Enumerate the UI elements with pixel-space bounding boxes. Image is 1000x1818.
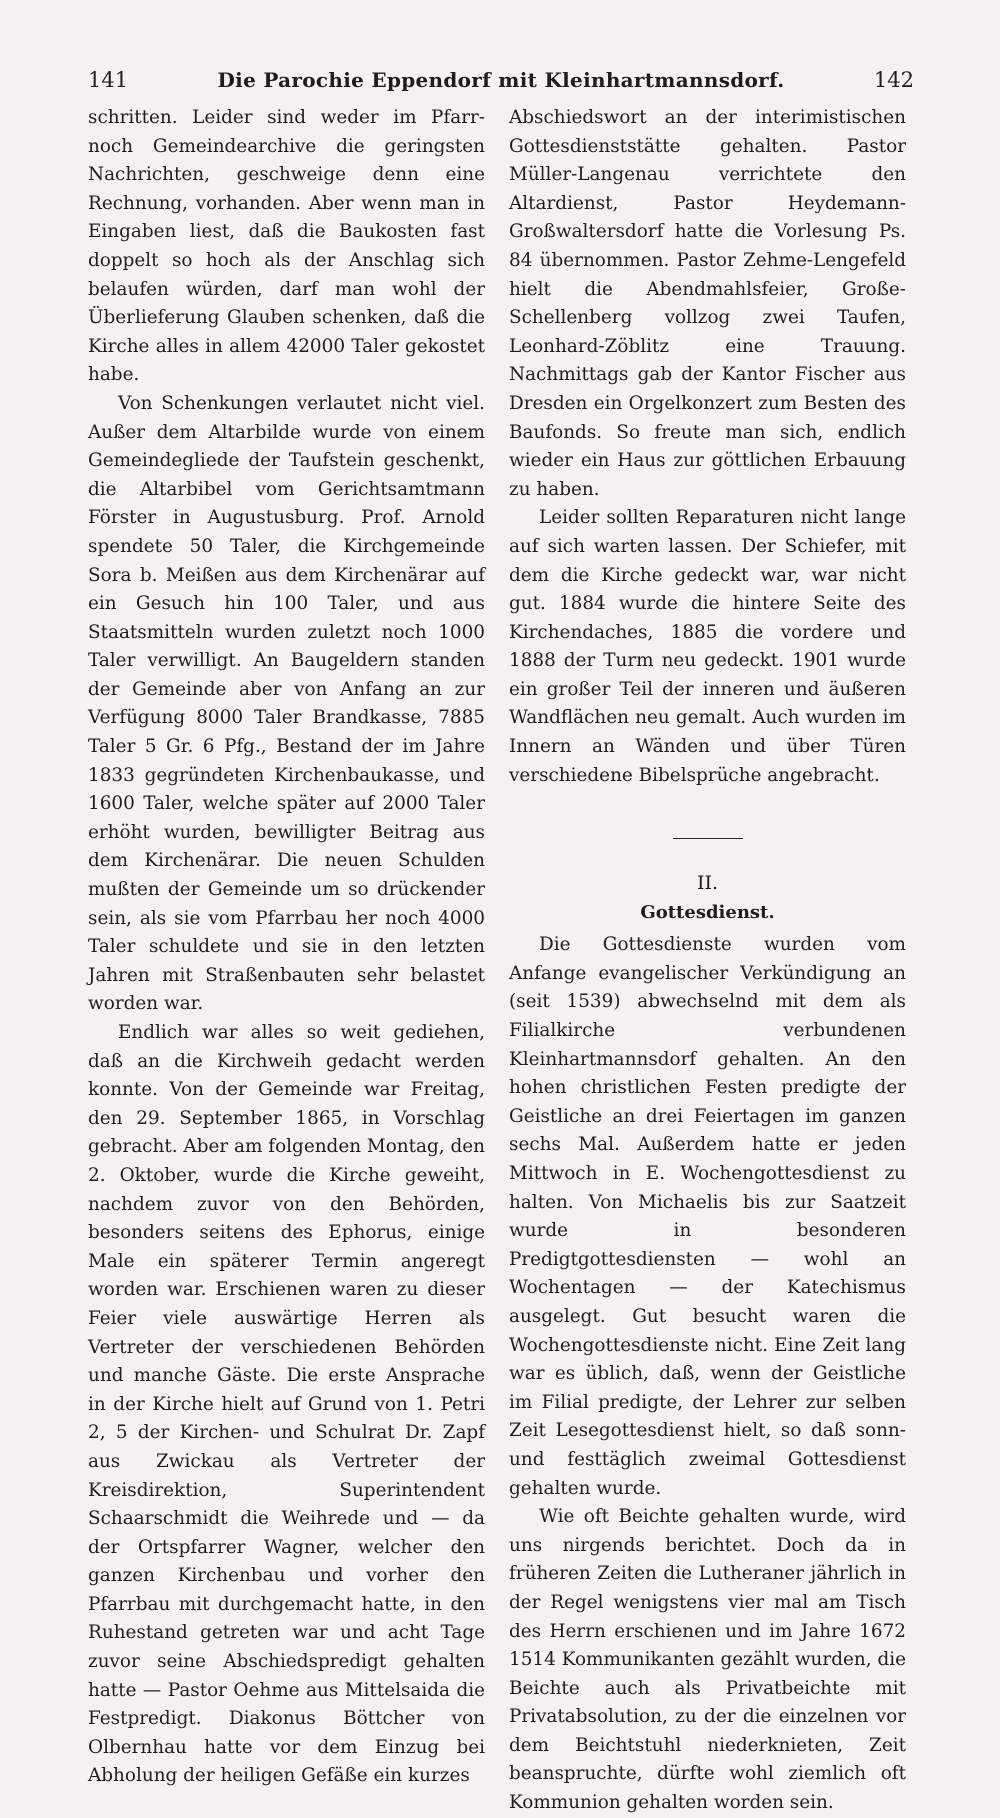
- paragraph: Endlich war alles so weit gediehen, daß an die Kirchweih gedacht werden konnte. Von der Gemeinde war Freitag, den 29. September 1865, in Vorschlag gebracht. Aber am folgenden Montag, den 2. Oktober, wurde die Kirche geweiht, nachdem zuvor von den Behörden, besonders seitens des Ephorus, einige Male ein späterer Termin angeregt worden war. Erschienen waren zu dieser Feier viele auswärtige Herren als Vertreter der verschiedenen Behörden und manche Gäste. Die erste Ansprache in der Kirche hielt auf Grund von 1. Petri 2, 5 der Kirchen- und Schulrat Dr. Zapf aus Zwickau als Vertreter der Kreisdirektion, Superintendent Schaarschmidt die Weihrede und — da der Ortspfarrer Wagner, welcher den ganzen Kirchenbau und vorher den Pfarrbau mit durchgemacht hatte, in den Ruhestand getreten war und acht Tage zuvor seine Abschiedspredigt gehalten hatte — Pastor Oehme aus Mittelsaida die Festpredigt. Diakonus Böttcher von Olbernhau hatte vor dem Einzug bei Abholung der heiligen Gefäße ein kurzes: [88, 1022, 485, 1787]
- paragraph: Wie oft Beichte gehalten wurde, wird uns nirgends berichtet. Doch da in früheren Zeiten die Lutheraner jährlich in der Regel wenigstens vier mal am Tisch des Herrn erschienen und im Jahre 1672 1514 Kommunikanten gezählt wurden, die Beichte auch als Privatbeichte mit Privatabsolution, zu der die einzelnen vor dem Beichtstuhl niederknieten, Zeit beanspruchte, dürfte wohl ziemlich oft Kommunion gehalten worden sein.: [509, 1506, 906, 1814]
- left-column: [88, 104, 485, 1791]
- paragraph: schritten. Leider sind weder im Pfarr- noch Gemeindearchive die geringsten Nachrichten, geschweige denn eine Rechnung, vorhanden. Aber wenn man in Eingaben liest, daß die Baukosten fast doppelt so hoch als der Anschlag sich belaufen würden, darf man wohl der Überlieferung Glauben schenken, daß die Kirche alles in allem 42000 Taler gekostet habe.: [88, 107, 485, 386]
- paragraph: Abschiedswort an der interimistischen Gottesdienststätte gehalten. Pastor Müller-Langenau verrichtete den Altardienst, Pastor Heydemann-Großwaltersdorf hatte die Vorlesung Ps. 84 übernommen. Pastor Zehme-Lengefeld hielt die Abendmahlsfeier, Große-Schellenberg vollzog zwei Taufen, Leonhard-Zöblitz eine Trauung. Nachmittags gab der Kantor Fischer aus Dresden ein Orgelkonzert zum Besten des Baufonds. So freute man sich, endlich wieder ein Haus zur göttlichen Erbauung zu haben.: [509, 107, 906, 500]
- section-heading: Gottesdienst.: [640, 902, 775, 924]
- running-title: Die Parochie Eppendorf mit Kleinhartmannsdorf.: [217, 68, 785, 92]
- running-header: [88, 60, 914, 100]
- section-divider: [673, 838, 743, 839]
- paragraph: Leider sollten Reparaturen nicht lange auf sich warten lassen. Der Schiefer, mit dem die Kirche gedeckt war, war nicht gut. 1884 wurde die hintere Seite des Kirchendaches, 1885 die vordere und 1888 der Turm neu gedeckt. 1901 wurde ein großer Teil der inneren und äußeren Wandflächen neu gemalt. Auch wurden im Innern an Wänden und über Türen verschiedene Bibelsprüche angebracht.: [509, 507, 906, 786]
- page-number-right: 142: [873, 68, 914, 92]
- paragraph: Die Gottesdienste wurden vom Anfange evangelischer Verkündigung an (seit 1539) abwechselnd mit dem als Filialkirche verbundenen Kleinhartmannsdorf gehalten. An den hohen christlichen Festen predigte der Geistliche an drei Feiertagen im ganzen sechs Mal. Außerdem hatte er jeden Mittwoch in E. Wochengottesdienst zu halten. Von Michaelis bis zur Saatzeit wurde in besonderen Predigtgottesdiensten — wohl an Wochentagen — der Katechismus ausgelegt. Gut besucht waren die Wochengottesdienste nicht. Eine Zeit lang war es üblich, daß, wenn der Geistliche im Filial predigte, der Lehrer zur selben Zeit Lesegottesdienst hielt, so daß sonn- und festtäglich zweimal Gottesdienst gehalten wurde.: [509, 934, 906, 1499]
- right-column: [509, 104, 906, 1818]
- section-number: II.: [696, 872, 719, 895]
- page-number-left: 141: [88, 68, 129, 92]
- paragraph: Von Schenkungen verlautet nicht viel. Außer dem Altarbilde wurde von einem Gemeindegliede der Taufstein geschenkt, die Altarbibel vom Gerichtsamtmann Förster in Augustusburg. Prof. Arnold spendete 50 Taler, die Kirchgemeinde Sora b. Meißen aus dem Kirchenärar auf ein Gesuch hin 100 Taler, und aus Staatsmitteln wurden zuletzt noch 1000 Taler verwilligt. An Baugeldern standen der Gemeinde aber von Anfang an zur Verfügung 8000 Taler Brandkasse, 7885 Taler 5 Gr. 6 Pfg., Bestand der im Jahre 1833 gegründeten Kirchenbaukasse, und 1600 Taler, welche später auf 2000 Taler erhöht wurden, bewilligter Beitrag aus dem Kirchenärar. Die neuen Schulden mußten der Gemeinde um so drückender sein, als sie vom Pfarrbau her noch 4000 Taler schuldete und sie in den letzten Jahren mit Straßenbauten sehr belastet worden war.: [88, 392, 485, 1015]
